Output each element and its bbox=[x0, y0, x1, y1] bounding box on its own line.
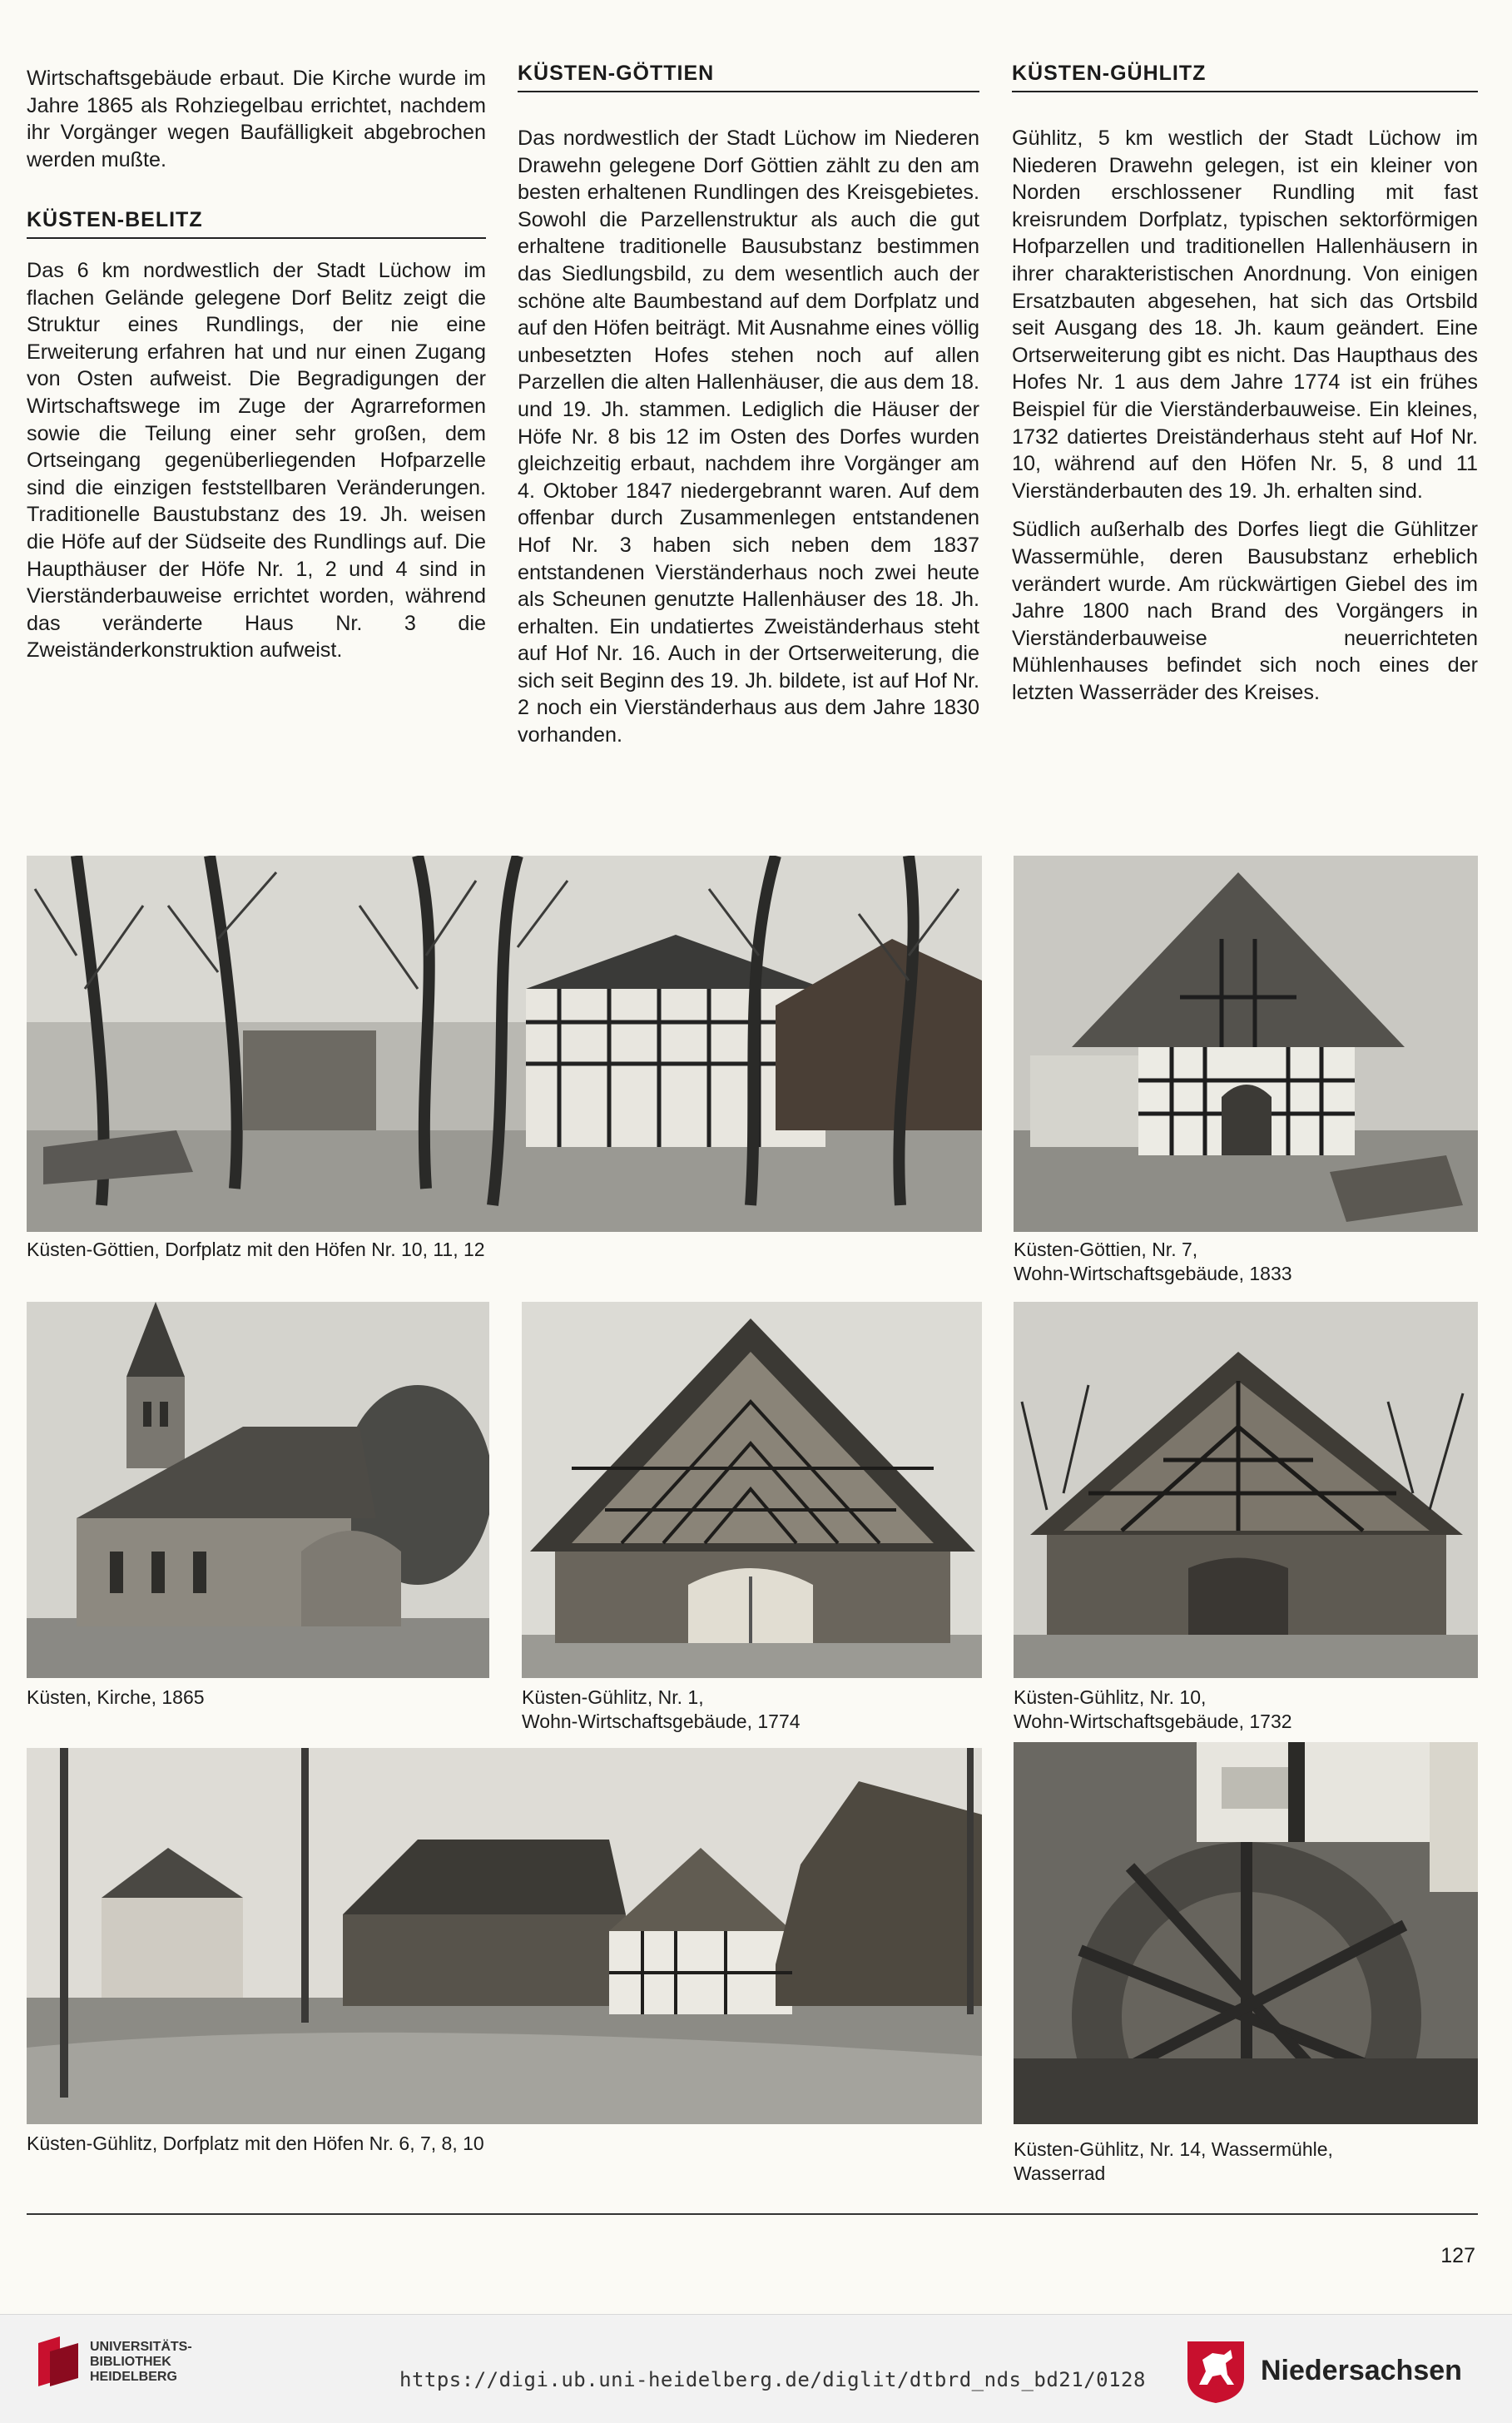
library-name-line-2: BIBLIOTHEK bbox=[90, 2355, 171, 2369]
photo-guehlitz-wassermuehle bbox=[1014, 1742, 1478, 2124]
niedersachsen-logo[interactable] bbox=[1184, 2338, 1484, 2405]
caption-photo-4 bbox=[522, 1686, 801, 1734]
guehlitz-paragraph-1: Gühlitz, 5 km westlich der Stadt Lüchow im Niederen Drawehn gelegen, ist ein kleiner von Norden erschlossener Rundling mit fast kreisrundem Dorfplatz, typischen sektorförmigen Hofparzellen und traditionellen Hallenhäusern in ihrer charakteristischen Anordnung. Von einigen Ersatzbauten abgesehen, hat sich das Ortsbild seit Ausgang des 18. Jh. kaum geändert. Eine Ortserweiterung gibt es nicht. Das Haupthaus des Hofes Nr. 1 aus dem Jahre 1774 ist ein frühes Beispiel für die Vierständerbauweise. Ein kleines, 1732 datiertes Dreiständerhaus steht auf Hof Nr. 10, während auf den Höfen Nr. 5, 8 und 11 Vierständerbauten des 19. Jh. erhalten sind. bbox=[1012, 127, 1478, 503]
caption-photo-7 bbox=[1014, 2138, 1333, 2186]
photo-kuesten-kirche bbox=[27, 1302, 489, 1678]
section-heading-belitz: KÜSTEN-BELITZ bbox=[27, 206, 486, 239]
guehlitz-paragraph-2: Südlich außerhalb des Dorfes liegt die Gühlitzer Wassermühle, deren Bausubstanz erheblich verändert wurde. Am rückwärtigen Giebel des im Jahre 1800 nach Brand des Vorgängers in Vierständerbauweise neuerrichteten Mühlenhauses befindet sich noch eines der letzten Wasserräder des Kreises. bbox=[1012, 518, 1478, 704]
caption-photo-4-line-2: Wohn-Wirtschaftsgebäude, 1774 bbox=[522, 1710, 801, 1732]
photo-guehlitz-nr10 bbox=[1014, 1302, 1478, 1678]
caption-photo-5 bbox=[1014, 1686, 1292, 1734]
caption-photo-5-line-2: Wohn-Wirtschaftsgebäude, 1732 bbox=[1014, 1710, 1292, 1732]
goettien-paragraph: Das nordwestlich der Stadt Lüchow im Niederen Drawehn gelegene Dorf Göttien zählt zu den am besten erhaltenen Rundlingen des Kreisgebietes. Sowohl die Parzellenstruktur als auch die gut erhaltene traditionelle Bausubstanz bestimmen das Siedlungsbild, zu dem wesentlich auch der schöne alte Baumbestand auf dem Dorfplatz und auf den Höfen beiträgt. Mit Ausnahme eines völlig unbesetzten Hofes stehen noch auf allen Parzellen die alten Hallenhäuser, die aus dem 18. und 19. Jh. stammen. Lediglich die Häuser der Höfe Nr. 8 bis 12 im Osten des Dorfes wurden gleichzeitig erbaut, nachdem ihre Vorgänger am 4. Oktober 1847 niedergebrannt waren. Auf dem offenbar durch Zusammenlegen entstandenen Hof Nr. 3 haben sich neben dem 1837 entstandenen Vierständerhaus noch zwei heute als Scheunen genutzte Hallenhäuser des 18. Jh. erhalten. Ein undatiertes Zweiständerhaus steht auf Hof Nr. 16. Auch in der Ortserweiterung, die sich seit Beginn des 19. Jh. bildete, ist auf Hof Nr. 2 noch ein Vierständerhaus aus dem Jahre 1830 vorhanden. bbox=[518, 127, 979, 747]
university-library-logo[interactable] bbox=[35, 2330, 260, 2396]
intro-paragraph: Wirtschaftsgebäude erbaut. Die Kirche wurde im Jahre 1865 als Rohziegelbau errichtet, nachdem ihr Vorgänger wegen Baufälligkeit abgebrochen werden mußte. bbox=[27, 67, 486, 171]
photo-guehlitz-dorfplatz bbox=[27, 1748, 982, 2124]
text-column-1 bbox=[27, 65, 486, 664]
caption-photo-1: Küsten-Göttien, Dorfplatz mit den Höfen Nr. 10, 11, 12 bbox=[27, 1239, 485, 1260]
photo-goettien-dorfplatz bbox=[27, 856, 982, 1232]
caption-photo-3: Küsten, Kirche, 1865 bbox=[27, 1686, 205, 1708]
caption-photo-7-line-2: Wasserrad bbox=[1014, 2162, 1106, 2184]
caption-photo-5-line-1: Küsten-Gühlitz, Nr. 10, bbox=[1014, 1686, 1207, 1708]
caption-photo-2-line-1: Küsten-Göttien, Nr. 7, bbox=[1014, 1239, 1198, 1260]
belitz-paragraph: Das 6 km nordwestlich der Stadt Lüchow im flachen Gelände gelegene Dorf Belitz zeigt die Struktur eines Rundlings, der nie eine Erweiterung erfahren hat und nur einen Zugang von Osten aufweist. Die Begradigungen der Wirtschaftswege im Zuge der Agrarreformen sowie die Teilung einer sehr großen, dem Ortseingang gegenüberliegenden Hofparzelle sind die einzigen feststellbaren Veränderungen. Traditionelle Baustubstanz des 19. Jh. weisen die Höfe auf der Südseite des Rundlings auf. Die Haupthäuser der Höfe Nr. 1, 2 und 4 sind in Vierständerbauweise errichtet worden, während das veränderte Haus Nr. 3 die Zweiständerkonstruktion aufweist. bbox=[27, 258, 486, 663]
caption-photo-4-line-1: Küsten-Gühlitz, Nr. 1, bbox=[522, 1686, 704, 1708]
section-heading-guehlitz: KÜSTEN-GÜHLITZ bbox=[1012, 60, 1478, 92]
library-name bbox=[90, 2340, 192, 2385]
library-name-line-1: UNIVERSITÄTS- bbox=[90, 2340, 192, 2354]
caption-photo-7-line-1: Küsten-Gühlitz, Nr. 14, Wassermühle, bbox=[1014, 2138, 1333, 2160]
page-number: 127 bbox=[1440, 2244, 1475, 2267]
horse-crest-icon bbox=[1184, 2338, 1247, 2405]
text-column-2 bbox=[518, 62, 979, 749]
section-heading-goettien: KÜSTEN-GÖTTIEN bbox=[518, 60, 979, 92]
photo-goettien-nr7 bbox=[1014, 856, 1478, 1232]
photo-guehlitz-nr1 bbox=[522, 1302, 982, 1678]
bottom-rule bbox=[27, 2213, 1478, 2215]
library-name-line-3: HEIDELBERG bbox=[90, 2370, 177, 2384]
footer-bar bbox=[0, 2314, 1512, 2423]
state-name: Niedersachsen bbox=[1261, 2355, 1462, 2386]
text-column-3 bbox=[1012, 62, 1478, 706]
caption-photo-6: Küsten-Gühlitz, Dorfplatz mit den Höfen Nr. 6, 7, 8, 10 bbox=[27, 2133, 484, 2154]
caption-photo-2 bbox=[1014, 1238, 1292, 1286]
library-icon bbox=[35, 2335, 82, 2390]
caption-photo-2-line-2: Wohn-Wirtschaftsgebäude, 1833 bbox=[1014, 1263, 1292, 1284]
source-url-link[interactable]: https://digi.ub.uni-heidelberg.de/diglit/dtbrd_nds_bd21/0128 bbox=[399, 2368, 1146, 2391]
